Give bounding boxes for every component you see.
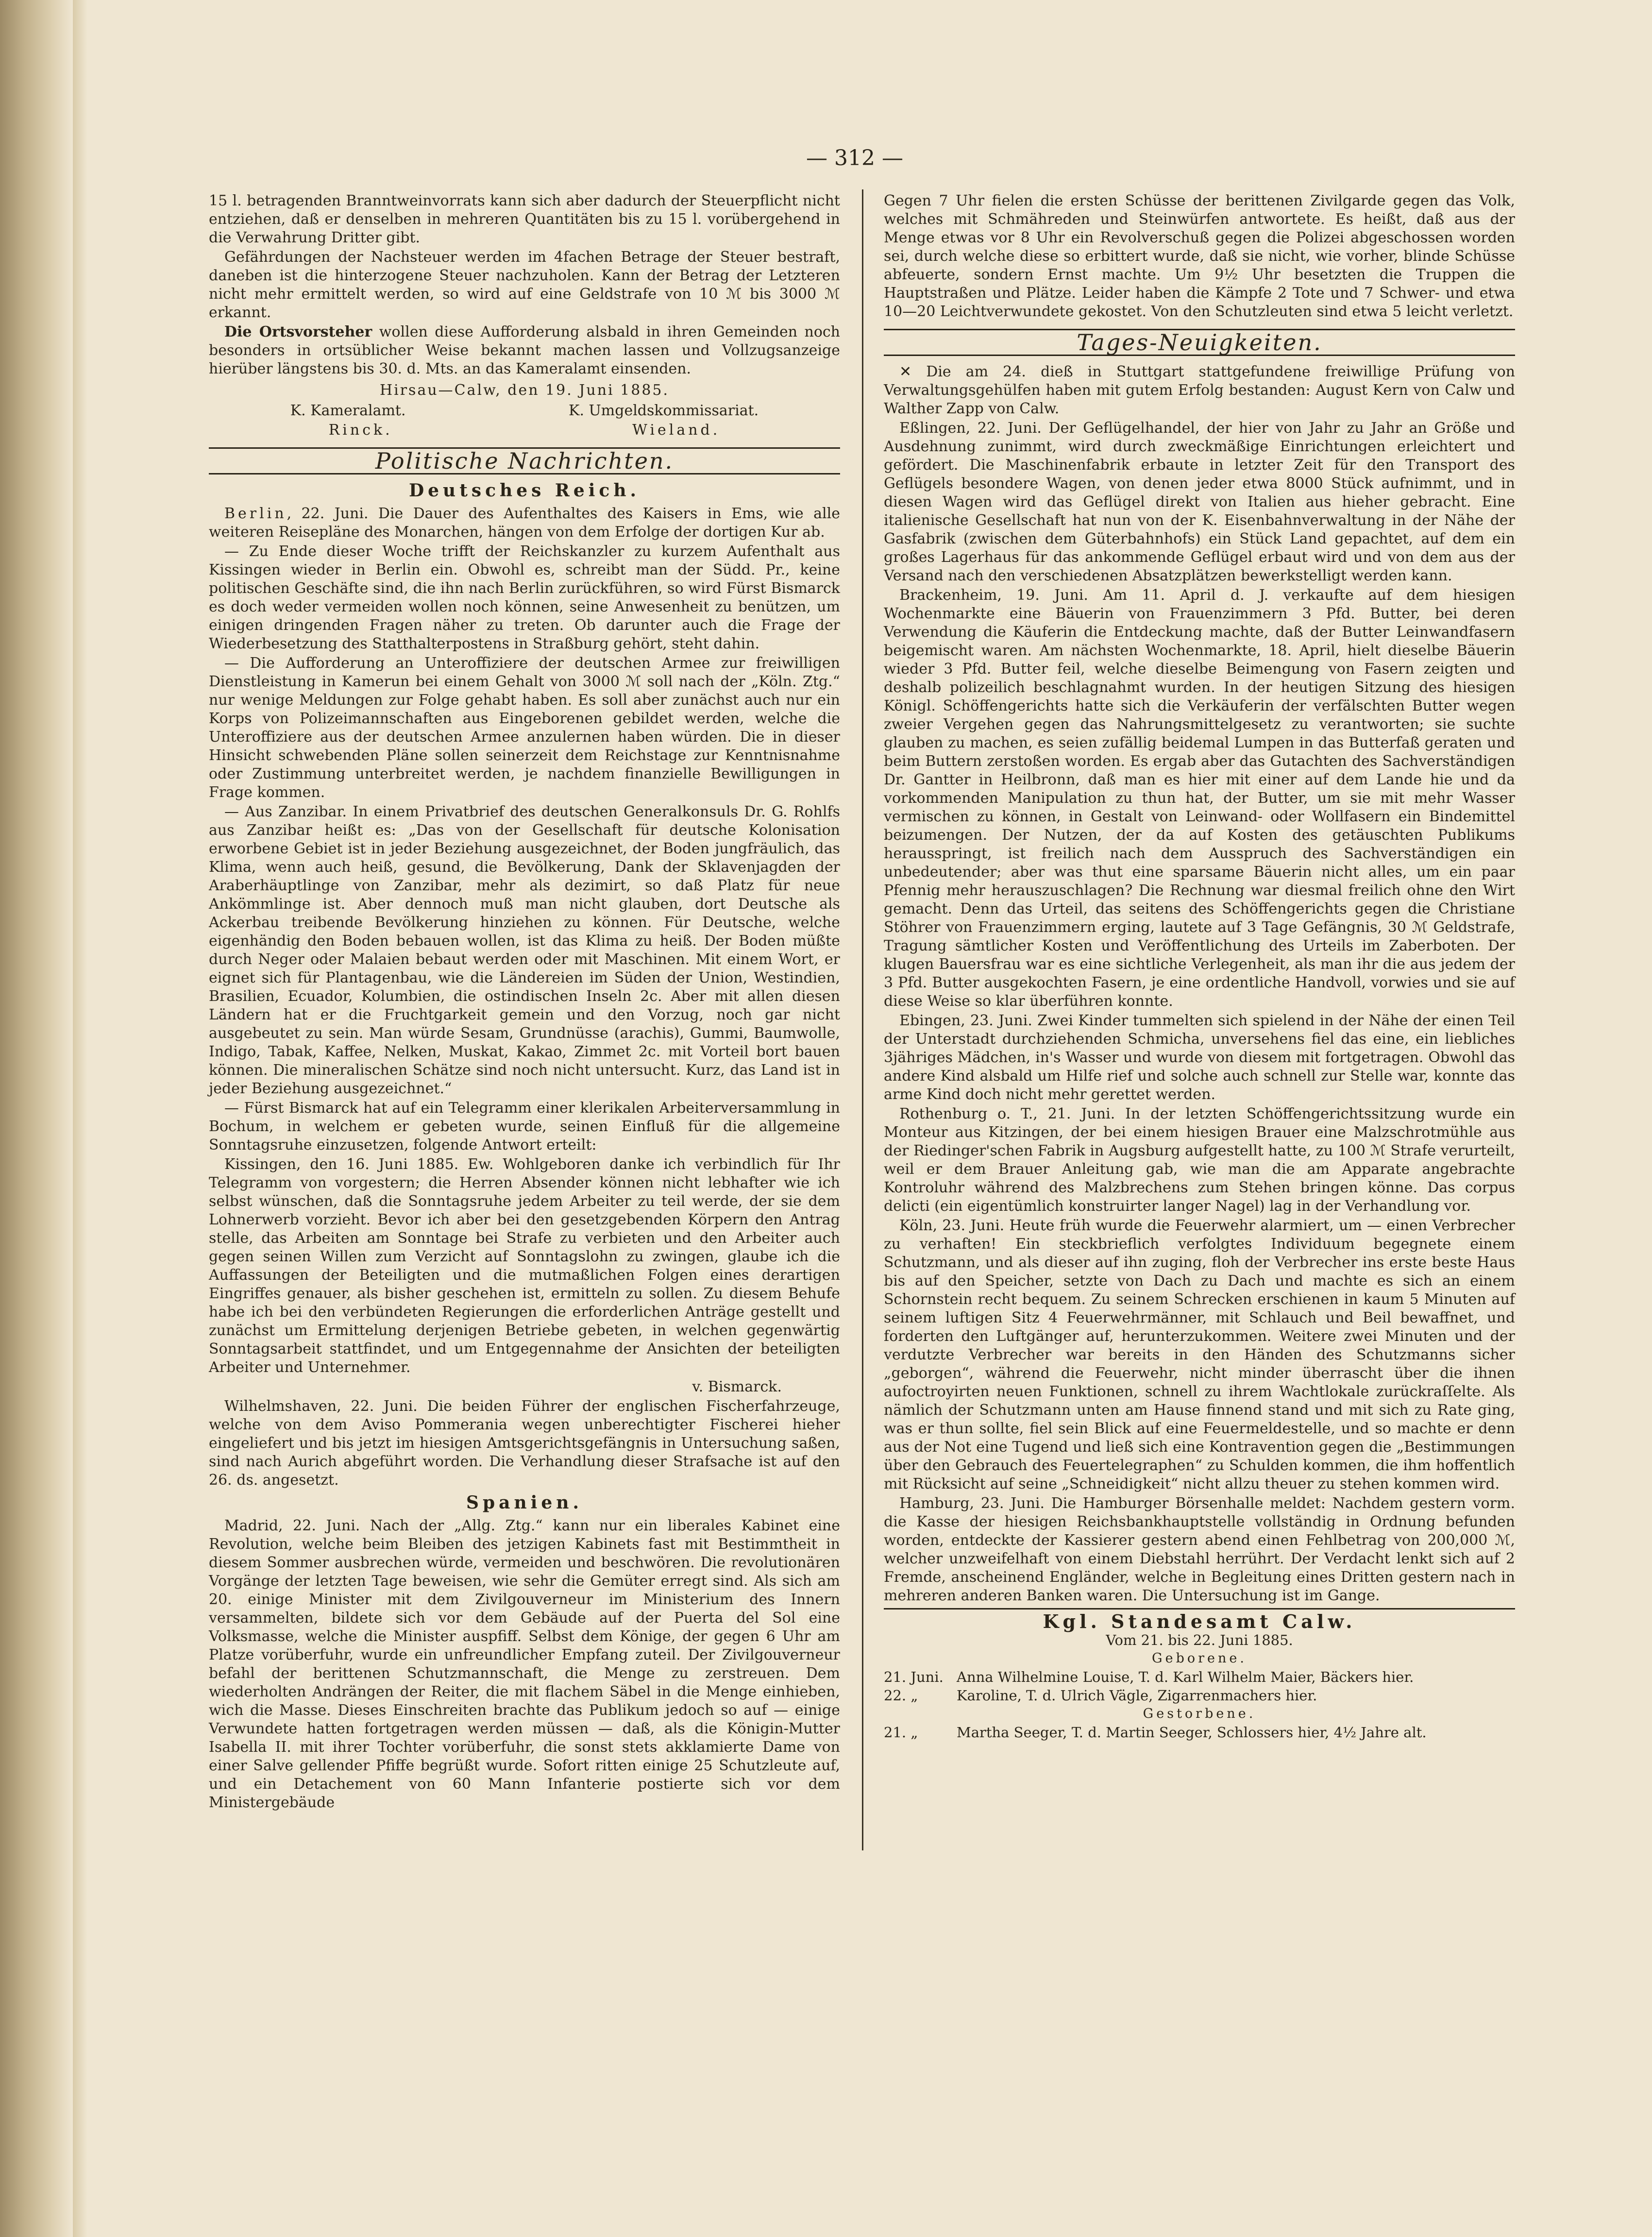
signature-name-1: Rinck.: [328, 422, 393, 439]
signature-office-2: K. Umgeldskommissariat.: [569, 402, 759, 419]
ortsvorsteher-text: wollen diese Aufforderung alsbald in ihren Gemeinden noch besonders in ortsüblicher Weise bekannt machen lassen und Vollzugsanzeige hierüber längstens bis 30. d. Mts. an das Kameralamt einsenden.: [209, 323, 841, 377]
kamerun-paragraph: — Die Aufforderung an Unteroffiziere der deutschen Armee zur freiwilligen Dienstleistung in Kamerun bei einem Gehalt von 3000 ℳ soll nach der „Köln. Ztg.“ nur wenige Meldungen zur Folge gehabt haben. Es soll aber zunächst auch nur ein Korps von Polizeimannschaften aus Eingeborenen gebildet werden, welche die Unteroffiziere aus der deutschen Armee anzulernen haben würden. Die in dieser Hinsicht schwebenden Pläne sollen seinerzeit dem Reichstage zur Kenntnisnahme oder Zustimmung unterbreitet werden, je nachdem finanzielle Bewilligungen in Frage kommen.: [209, 655, 840, 801]
signature-offices: [209, 402, 840, 420]
registry-subtitle: Vom 21. bis 22. Juni 1885.: [1106, 1632, 1293, 1648]
brackenheim-paragraph: Brackenheim, 19. Juni. Am 11. April d. J. verkaufte auf dem hiesigen Wochenmarkte eine Bäuerin von Frauenzimmern 3 Pfd. Butter, bei deren Verwendung die Käuferin die Entdeckung machte, daß der Butter Leinwandfasern beigemischt waren. Am nächsten Wochenmarkte, 18. April, hielt dieselbe Bäuerin wieder 3 Pfd. Butter feil, welche dieselbe Beimengung von Fasern zeigten und deshalb polizeilich beschlagnahmt wurden. In der heutigen Sitzung des hiesigen Königl. Schöffengerichts hatte sich die Verkäuferin der verfälschten Butter wegen zweier Vergehen gegen das Nahrungsmittelgesetz zu verantworten; sie suchte glauben zu machen, es seien zufällig beidemal Lumpen in das Butterfaß geraten und beim Buttern zerstoßen worden. Es ergab aber das Gutachten des Sachverständigen Dr. Gantter in Heilbronn, daß man es hier mit einer auf dem Lande hie und da vorkommenden Manipulation zu thun hat, der Butter, um sie mit mehr Wasser vermischen zu können, in Gestalt von Leinwand- oder Wollfasern ein Bindemittel beizumengen. Der Nutzen, der da auf Kosten des getäuschten Publikums herausspringt, ist freilich nach dem Ausspruch des Sachverständigen ein unbedeutender; aber was thut eine sparsame Bäuerin nicht alles, um ein paar Pfennig mehr herauszuschlagen? Die Rechnung war diesmal freilich ohne den Wirt gemacht. Denn das Urteil, das seitens des Schöffengerichts gegen die Christiane Stöhrer von Frauenzimmern erging, lautete auf 3 Tage Gefängnis, 30 ℳ Geldstrafe, Tragung sämtlicher Kosten und Veröffentlichung des Urteils im Zaberboten. Der klugen Bauersfrau war es eine sichtliche Verlegenheit, als man ihr die aus jedem der 3 Pfd. Butter ausgekochten Fasern, je eine ordentliche Handvoll, vorwies und sie auf diese Weise so klar überführen konnte.: [884, 587, 1515, 1010]
registry-date: 22. „: [884, 1687, 918, 1704]
section-heading-tages: Tages-Neuigkeiten.: [884, 329, 1515, 356]
ortsvorsteher-paragraph: [209, 323, 840, 378]
column-divider: [862, 189, 863, 1850]
subheading-reich: Deutsches Reich.: [408, 480, 641, 501]
registry-entry: Karoline, T. d. Ulrich Vägle, Zigarrenmachers hier.: [957, 1687, 1317, 1704]
madrid-paragraph: Madrid, 22. Juni. Nach der „Allg. Ztg.“ kann nur ein liberales Kabinet eine Revolution, welche beim Bleiben des jetzigen Kabinets fast mit Bestimmtheit in diesem Sommer ausbrechen würde, vermeiden und beschwören. Die revolutionären Vorgänge der letzten Tage beweisen, wie sehr die Gemüter erregt sind. Als sich am 20. einige Minister mit dem Zivilgouverneur im Ministerium des Innern versammelten, bildete sich vor dem Gebäude auf der Puerta del Sol eine Volksmasse, welche die Minister auspfiff. Selbst dem Könige, der gegen 6 Uhr am Platze vorüberfuhr, wurde ein unfreundlicher Empfang zuteil. Der Zivilgouverneur befahl der berittenen Schutzmannschaft, die Menge zu zerstreuen. Dem wiederholten Andrängen der Reiter, die mit flachem Säbel in die Menge einhieben, wich die Masse. Dieses Einschreiten brachte das Publikum jedoch so auf — einige Verwundete hatten fortgetragen werden müssen — daß, als die Königin-Mutter Isabella II. mit ihrer Tochter vorüberfuhr, die sonst stets akklamierte Dame von einer Salve gellender Pfiffe begrüßt wurde. Sofort ritten einige 25 Schutzleute auf, und ein Detachement von 60 Mann Infanterie postierte sich vor dem Ministergebäude: [209, 1517, 840, 1811]
civil-registry: [884, 1608, 1515, 1742]
registry-date: 21. Juni.: [884, 1669, 944, 1685]
registry-births-label: Geborene.: [1152, 1651, 1247, 1666]
koeln-paragraph: Köln, 23. Juni. Heute früh wurde die Feuerwehr alarmiert, um — einen Verbrecher zu verhaften! Ein steckbrieflich verfolgtes Individuum begegnete einem Schutzmann, und als dieser auf ihn zuging, floh der Verbrecher ins erste beste Haus bis auf den Speicher, setzte von Dach zu Dach und machte es sich an einem Schornstein recht bequem. Zu seinem Schrecken erschienen in kaum 5 Minuten auf seinem luftigen Sitz 4 Feuerwehrmänner, mit Schlauch und Beil bewaffnet, und forderten den Luftgänger auf, herunterzukommen. Weitere zwei Minuten und der verdutzte Verbrecher war bereits in den Händen des Schutzmanns sicher „geborgen“, während die Feuerwehr, nicht minder überrascht über die ihnen aufoctroyirten neuen Funktionen, schnell zu ihrem Wachtlokale zurückraſſelte. Als nämlich der Schutzmann unten am Hause finnend stand und mit sich zu Rate ging, was er thun sollte, fiel sein Blick auf eine Feuermeldestelle, und so machte er denn aus der Not eine Tugend und ließ sich eine Kontravention gegen die „Bestimmungen über den Gebrauch des Feuertelegraphen“ zu Schulden kommen, die ihm hoffentlich mit Rücksicht auf seine „Schneidigkeit“ nicht allzu theuer zu stehen kommen wird.: [884, 1217, 1515, 1492]
left-column: [209, 192, 840, 1813]
hamburg-paragraph: Hamburg, 23. Juni. Die Hamburger Börsenhalle meldet: Nachdem gestern vorm. die Kasse der hiesigen Reichsbankhauptstelle vollständig in Ordnung befunden worden, entdeckte der Kassierer gestern abend einen Fehlbetrag von 200,000 ℳ, welcher unzweifelhaft von einem Diebstahl herrührt. Der Verdacht lenkt sich auf 2 Fremde, anscheinend Engländer, welche in Begleitung eines Dritten gestern nach in mehreren anderen Banken waren. Die Untersuchung ist im Gange.: [884, 1495, 1515, 1604]
registry-title: Kgl. Standesamt Calw.: [884, 1608, 1515, 1631]
signature-office-1: K. Kameralamt.: [290, 402, 406, 419]
registry-deaths-label: Gestorbene.: [1143, 1706, 1256, 1721]
ortsvorsteher-label: Die Ortsvorsteher: [224, 323, 372, 340]
signature-names: [209, 421, 840, 440]
registry-date: 21. „: [884, 1724, 918, 1741]
berlin-paragraph: [209, 505, 840, 542]
signature-name-2: Wieland.: [632, 422, 721, 439]
registry-entry: Martha Seeger, T. d. Martin Seeger, Schlossers hier, 4½ Jahre alt.: [957, 1724, 1427, 1741]
page-edge: [73, 0, 87, 2237]
book-spine-shadow: [0, 0, 73, 2237]
berlin-text: , 22. Juni. Die Dauer des Aufenthaltes des Kaisers in Ems, wie alle weiteren Reisepläne des Monarchen, hängen von dem Erfolge der dortigen Kur ab.: [209, 505, 840, 541]
subheading-spanien: Spanien.: [466, 1492, 583, 1513]
registry-row: [884, 1686, 1515, 1705]
kissingen-signature: v. Bismarck.: [692, 1378, 782, 1395]
right-column: [884, 192, 1515, 1742]
zanzibar-paragraph: — Aus Zanzibar. In einem Privatbrief des deutschen Generalkonsuls Dr. G. Rohlfs aus Zanzibar heißt es: „Das von der Gesellschaft für deutsche Kolonisation erworbene Gebiet ist in jeder Beziehung ausgezeichnet, der Boden jungfräulich, das Klima, wenn auch heiß, gesund, die Bevölkerung, Dank der Sklavenjagden der Araberhäuptlinge von Zanzibar, mehr als dezimirt, so daß Platz für neue Ankömmlinge ist. Aber dennoch muß man nicht glauben, dort Deutsche als Ackerbau treibende Bevölkerung hinziehen zu können. Für Deutsche, welche eigenhändig den Boden bebauen wollen, ist das Klima zu heiß. Der Boden müßte durch Neger oder Malaien bebaut werden oder mit Maschinen. Mit einem Wort, er eignet sich für Plantagenbau, wie die Ländereien im Süden der Union, Westindien, Brasilien, Ecuador, Kolumbien, die ostindischen Inseln 2c. Aber mit allen diesen Ländern hat er die Fruchtgarkeit gemein und den Vorzug, noch gar nicht ausgebeutet zu sein. Man würde Sesam, Grundnüsse (arachis), Gummi, Baumwolle, Indigo, Tabak, Kaffee, Nelken, Muskat, Kakao, Zimmet 2c. mit Vorteil bort bauen können. Die mineralischen Schätze sind noch nicht untersucht. Kurz, das Land ist in jeder Beziehung ausgezeichnet.“: [209, 803, 840, 1097]
esslingen-paragraph: Eßlingen, 22. Juni. Der Geflügelhandel, der hier von Jahr zu Jahr an Größe und Ausdehnung zunimmt, wird durch zweckmäßige Einrichtungen erleichtert und gefördert. Die Maschinenfabrik erbaute in letzter Zeit für den Transport des Geflügels besondere Wagen, von denen jeder etwa 8000 Stück aufnimmt, und in diesen Wagen wird das Geflügel direkt von Italien aus hieher gebracht. Eine italienische Gesellschaft hat nun von der K. Eisenbahnverwaltung in der Nähe der Gasfabrik (zwischen dem Güterbahnhofs) ein Stück Land gepachtet, auf dem ein großes Lagerhaus für das ankommende Geflügel erbaut wird und von dem aus der Versand nach den verschiedenen Absatzplätzen bewerkstelligt werden kann.: [884, 420, 1515, 584]
page-number: — 312 —: [806, 146, 903, 170]
intro-paragraph: 15 l. betragenden Branntweinvorrats kann sich aber dadurch der Steuerpflicht nicht entziehen, daß er denselben in mehreren Quantitäten bis zu 15 l. vorübergehend in die Verwahrung Dritter gibt.: [209, 192, 840, 246]
kissingen-letter: Kissingen, den 16. Juni 1885. Ew. Wohlgeboren danke ich verbindlich für Ihr Telegramm von vorgestern; die Herren Absender können nicht lebhafter wie ich selbst wünschen, daß die Sonntagsruhe jedem Arbeiter zu teil werde, der sie dem Lohnerwerb vorzieht. Bevor ich aber bei den gesetzgebenden Körpern den Antrag stelle, das Arbeiten am Sonntage bei Strafe zu verbieten und den Arbeiter auch gegen seinen Willen zum Verzicht auf Sonntagslohn zu zwingen, glaube ich die Auffassungen der Beteiligten und die mutmaßlichen Folgen eines derartigen Eingriffes genauer, als bisher geschehen ist, ermitteln zu sollen. Zu diesem Behufe habe ich bei den verbündeten Regierungen die erforderlichen Anträge gestellt und zunächst um Ermittelung derjenigen Betriebe gebeten, in welchen gegenwärtig Sonntagsarbeit stattfindet, und um Entgegennahme der Ansichten der beteiligten Arbeiter und Unternehmer.: [209, 1156, 840, 1376]
pruefung-paragraph: ✕ Die am 24. dieß in Stuttgart stattgefundene freiwillige Prüfung von Verwaltungsgehülfen haben mit gutem Erfolg bestanden: August Kern von Calw und Walther Zapp von Calw.: [884, 363, 1515, 417]
madrid-continuation: Gegen 7 Uhr fielen die ersten Schüsse der berittenen Zivilgarde gegen das Volk, welches mit Schmähreden und Steinwürfen antwortete. Es heißt, daß aus der Menge etwas vor 8 Uhr ein Revolverschuß gegen die Polizei abgeschossen worden sei, durch welche diese so erbittert wurde, daß sie nicht, wie vorher, blinde Schüsse abfeuerte, sondern Ernst machte. Um 9½ Uhr besetzten die Truppen die Hauptstraßen und Plätze. Leider haben die Kämpfe 2 Tote und 7 Schwer- und etwa 10—20 Leichtverwundete gekostet. Von den Schutzleuten sind etwa 5 leicht verletzt.: [884, 192, 1515, 320]
registry-row: [884, 1723, 1515, 1742]
registry-row: [884, 1668, 1515, 1686]
place-date: Hirsau—Calw, den 19. Juni 1885.: [379, 382, 670, 399]
rothenburg-paragraph: Rothenburg o. T., 21. Juni. In der letzten Schöffengerichtssitzung wurde ein Monteur aus Kitzingen, der bei einem hiesigen Brauer eine Malzschrotmühle aus der Riedinger'schen Fabrik in Augsburg aufgestellt hatte, zu 100 ℳ Strafe verurteilt, weil er dem Brauer Anleitung gab, wie man die am Apparate angebrachte Kontroluhr während des Malzbrechens zum Stehen bringen könne. Das corpus delicti (ein eigentümlich konstruirter langer Nagel) lag in der Verhandlung vor.: [884, 1105, 1515, 1215]
registry-entry: Anna Wilhelmine Louise, T. d. Karl Wilhelm Maier, Bäckers hier.: [957, 1669, 1414, 1685]
nachsteuer-paragraph: Gefährdungen der Nachsteuer werden im 4fachen Betrage der Steuer bestraft, daneben ist die hinterzogene Steuer nachzuholen. Kann der Betrag der Letzteren nicht mehr ermittelt werden, so wird auf eine Geldstrafe von 10 ℳ bis 3000 ℳ erkannt.: [209, 249, 840, 321]
kanzler-paragraph: — Zu Ende dieser Woche trifft der Reichskanzler zu kurzem Aufenthalt aus Kissingen wieder in Berlin ein. Obwohl es, schreibt man der Südd. Pr., keine politischen Geschäfte sind, die ihn nach Berlin zurückführen, so wird Fürst Bismarck es doch weder vermeiden wollen noch können, seine Anwesenheit zu benützen, um einigen dringenden Fragen näher zu treten. Ob darunter auch die Frage der Wiederbesetzung des Statthalterpostens in Straßburg gehört, steht dahin.: [209, 543, 840, 652]
bismarck-paragraph: — Fürst Bismarck hat auf ein Telegramm einer klerikalen Arbeiterversammlung in Bochum, in welchem er gebeten wurde, seinen Einfluß für die allgemeine Sonntagsruhe einzusetzen, folgende Antwort erteilt:: [209, 1100, 840, 1153]
wilhelmshaven-paragraph: Wilhelmshaven, 22. Juni. Die beiden Führer der englischen Fischerfahrzeuge, welche von dem Aviso Pommerania wegen unberechtigter Fischerei hieher eingeliefert und bis jetzt im hiesigen Amtsgerichtsgefängnis in Untersuchung saßen, sind nach Aurich abgeführt worden. Die Verhandlung dieser Strafsache ist auf den 26. ds. angesetzt.: [209, 1398, 840, 1489]
berlin-place: Berlin: [224, 505, 287, 522]
section-heading-politik: Politische Nachrichten.: [209, 447, 840, 475]
ebingen-paragraph: Ebingen, 23. Juni. Zwei Kinder tummelten sich spielend in der Nähe der einen Teil der Unterstadt durchziehenden Schmicha, unversehens fiel das eine, ein liebliches 3jähriges Mädchen, in's Wasser und wurde von diesem mit fortgetragen. Obwohl das andere Kind alsbald um Hilfe rief und solche auch schnell zur Stelle war, konnte das arme Kind doch nicht mehr gerettet werden.: [884, 1012, 1515, 1103]
